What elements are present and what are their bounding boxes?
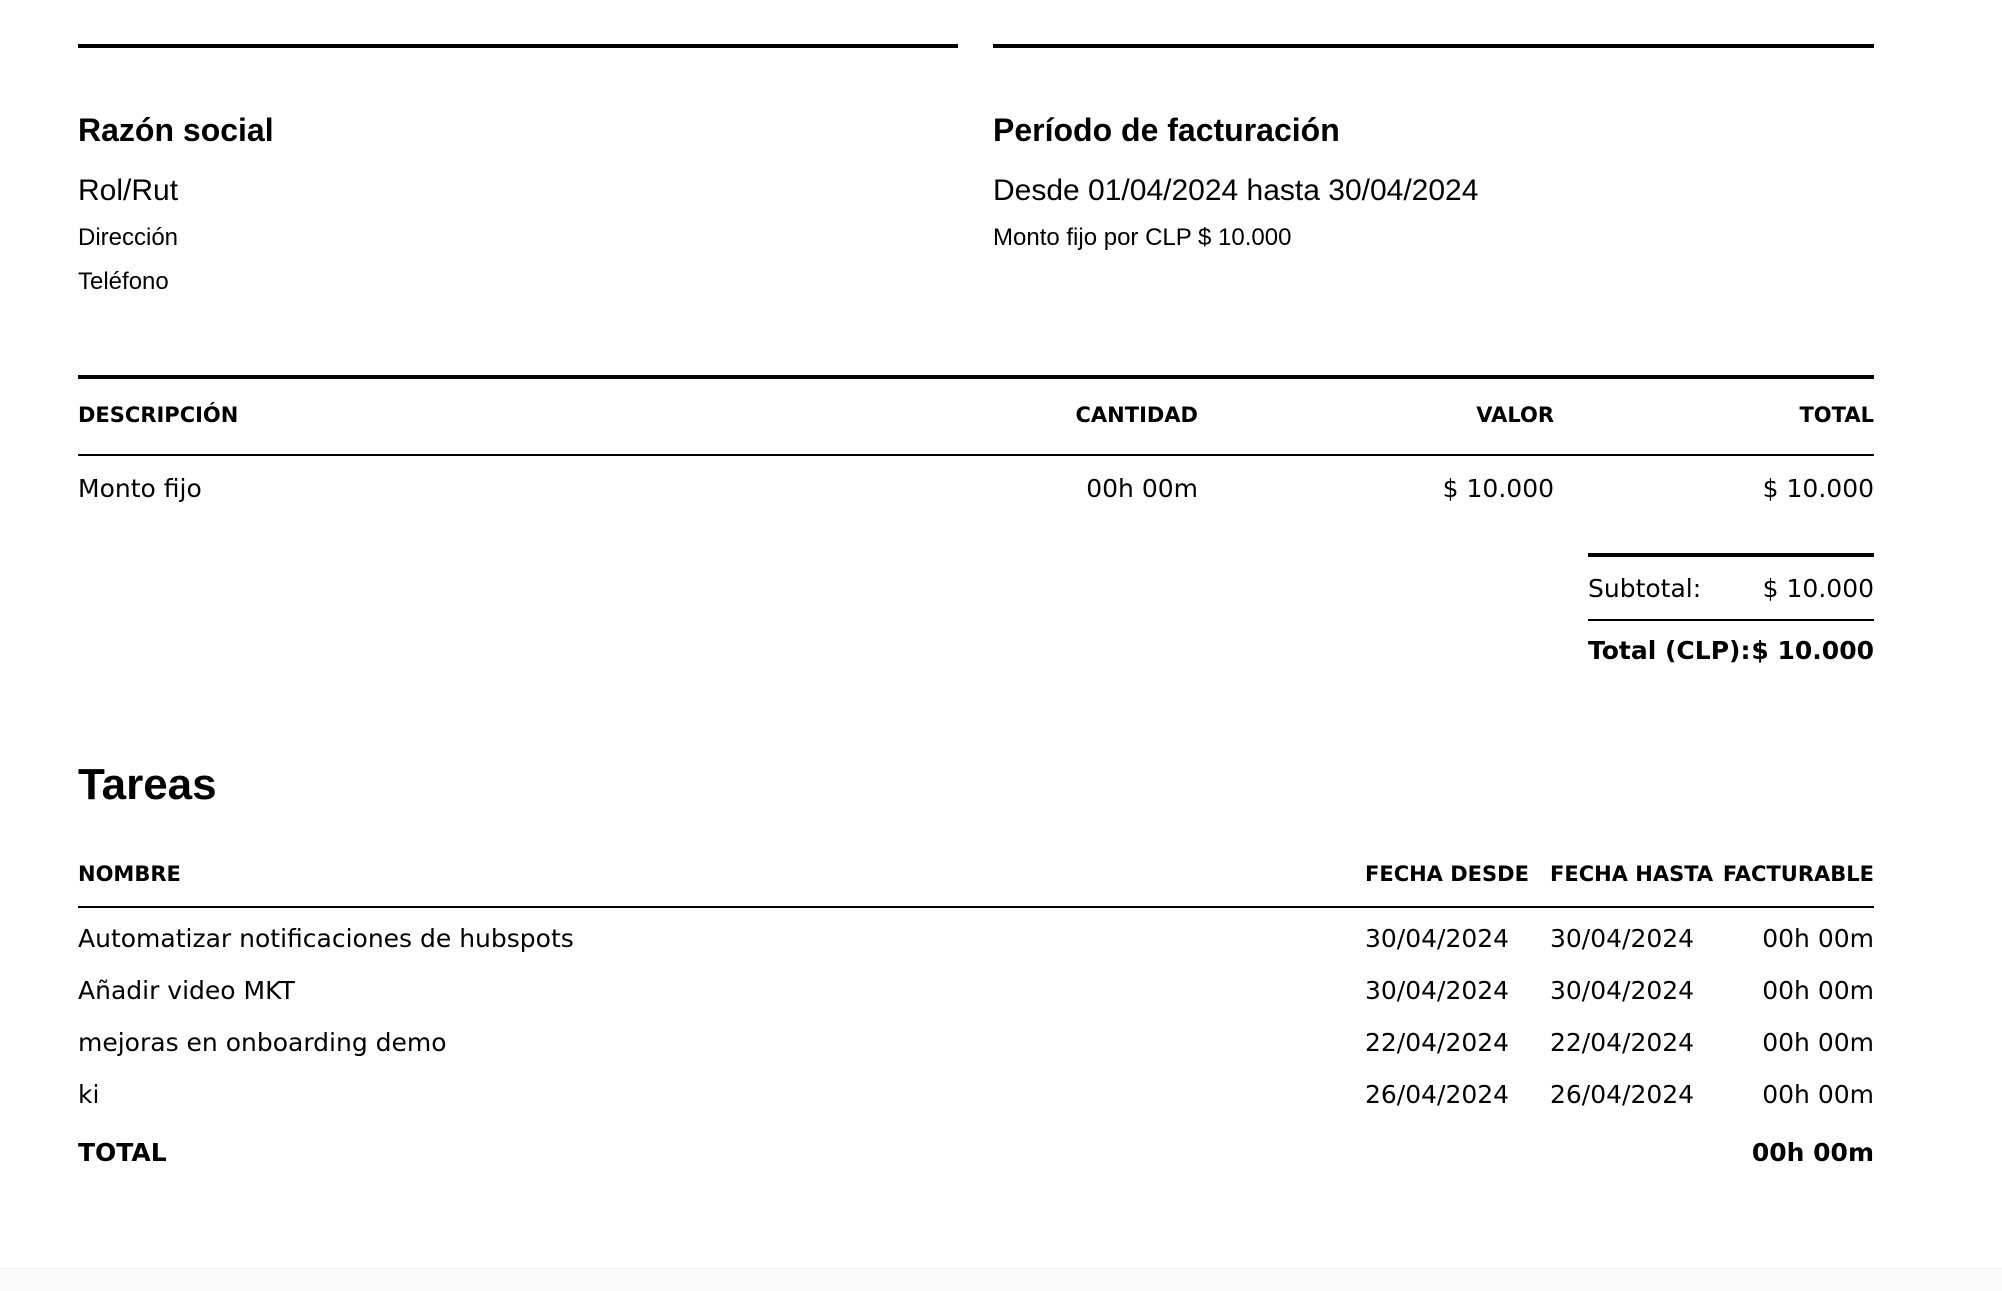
header-date-to: FECHA HASTA xyxy=(1550,862,1714,886)
row-value: $ 10.000 xyxy=(1442,474,1554,503)
header-total: TOTAL xyxy=(1799,403,1874,427)
task-list xyxy=(78,908,1874,1124)
grand-total-row xyxy=(1588,621,1874,683)
tasks-table-header xyxy=(78,852,1874,908)
tasks-total-value: 00h 00m xyxy=(1751,1138,1874,1167)
subtotal-label: Subtotal: xyxy=(1588,574,1702,603)
task-date-to: 30/04/2024 xyxy=(1550,924,1695,953)
client-rut: Rol/Rut xyxy=(78,174,179,207)
billing-heading: Período de facturación xyxy=(993,112,1340,148)
subtotal-row xyxy=(1588,557,1874,621)
client-phone: Teléfono xyxy=(78,268,169,295)
header-quantity: CANTIDAD xyxy=(1075,403,1198,427)
table-row xyxy=(78,968,1874,1020)
task-billable: 00h 00m xyxy=(1762,976,1874,1005)
invoice-totals xyxy=(1588,553,1874,683)
page-bottom-edge xyxy=(0,1268,2002,1291)
invoice-header xyxy=(78,44,1874,344)
invoice-document xyxy=(78,44,1874,1167)
tasks-total-label: TOTAL xyxy=(78,1138,167,1167)
task-date-to: 30/04/2024 xyxy=(1550,976,1695,1005)
header-billable: FACTURABLE xyxy=(1722,862,1874,886)
grand-total-value: $ 10.000 xyxy=(1751,636,1874,665)
table-row xyxy=(78,1072,1874,1124)
task-billable: 00h 00m xyxy=(1762,924,1874,953)
billing-fixed-amount: Monto fijo por CLP $ 10.000 xyxy=(993,224,1292,251)
header-value: VALOR xyxy=(1476,403,1554,427)
task-date-from: 22/04/2024 xyxy=(1365,1028,1510,1057)
subtotal-value: $ 10.000 xyxy=(1762,574,1874,603)
invoice-table xyxy=(78,375,1874,526)
task-date-to: 22/04/2024 xyxy=(1550,1028,1695,1057)
header-name: NOMBRE xyxy=(78,862,181,886)
task-name: ki xyxy=(78,1080,100,1109)
header-date-from: FECHA DESDE xyxy=(1365,862,1529,886)
tasks-table xyxy=(78,852,1874,1184)
task-date-from: 30/04/2024 xyxy=(1365,924,1510,953)
table-row xyxy=(78,1020,1874,1072)
task-date-to: 26/04/2024 xyxy=(1550,1080,1695,1109)
invoice-table-header xyxy=(78,379,1874,456)
task-billable: 00h 00m xyxy=(1762,1028,1874,1057)
grand-total-label: Total (CLP): xyxy=(1588,636,1751,665)
task-name: Automatizar notificaciones de hubspots xyxy=(78,924,574,953)
task-billable: 00h 00m xyxy=(1762,1080,1874,1109)
tasks-total-row xyxy=(78,1124,1874,1184)
table-row xyxy=(78,916,1874,968)
billing-period: Desde 01/04/2024 hasta 30/04/2024 xyxy=(993,174,1479,207)
client-info xyxy=(78,44,958,295)
tasks-title: Tareas xyxy=(78,760,217,809)
row-total: $ 10.000 xyxy=(1762,474,1874,503)
task-date-from: 26/04/2024 xyxy=(1365,1080,1510,1109)
task-name: Añadir video MKT xyxy=(78,976,295,1005)
task-name: mejoras en onboarding demo xyxy=(78,1028,447,1057)
row-quantity: 00h 00m xyxy=(1086,474,1198,503)
header-description: DESCRIPCIÓN xyxy=(78,403,239,427)
billing-info xyxy=(993,44,1874,251)
task-date-from: 30/04/2024 xyxy=(1365,976,1510,1005)
client-heading: Razón social xyxy=(78,112,274,148)
table-row xyxy=(78,456,1874,526)
client-address: Dirección xyxy=(78,224,179,251)
row-description: Monto fijo xyxy=(78,474,202,503)
